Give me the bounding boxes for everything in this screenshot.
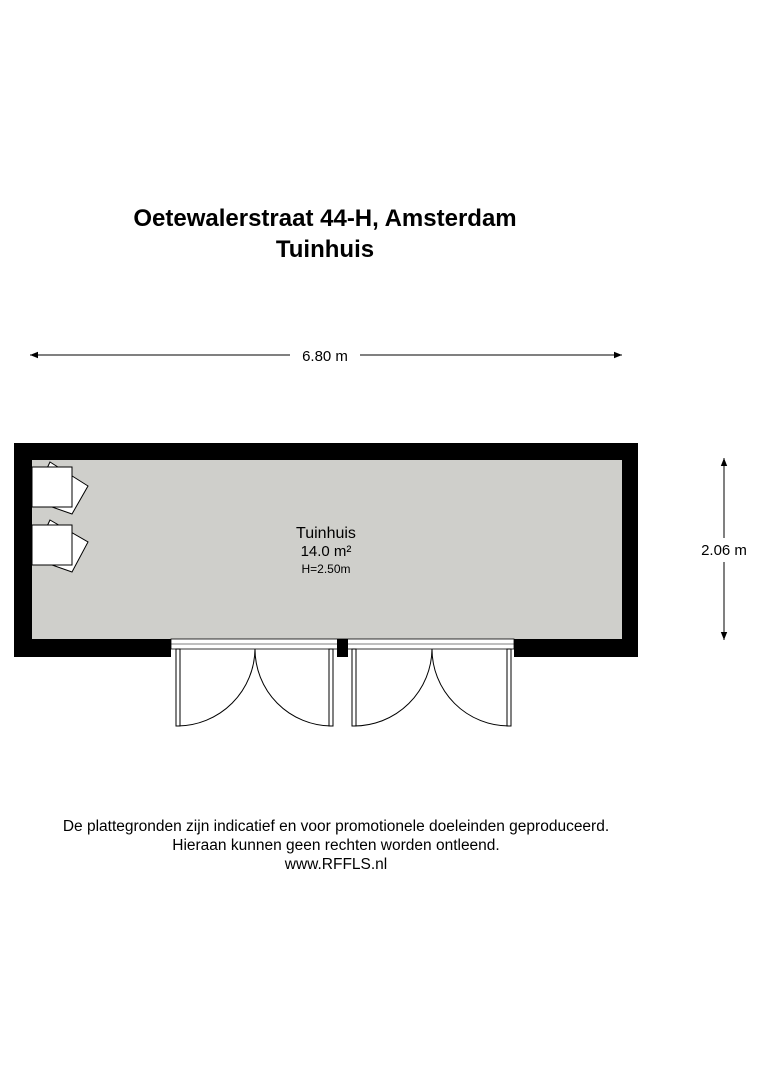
disclaimer-line-2: Hieraan kunnen geen rechten worden ontleend. bbox=[172, 837, 500, 854]
website-link: www.RFFLS.nl bbox=[284, 856, 388, 873]
door-swing-arc bbox=[432, 649, 509, 726]
door-swing-arc bbox=[354, 649, 432, 726]
left-double-door bbox=[176, 649, 333, 726]
address-title: Oetewalerstraat 44-H, Amsterdam bbox=[133, 205, 517, 232]
right-double-door bbox=[352, 649, 511, 726]
door-mullion bbox=[337, 639, 348, 657]
depth-dimension-label: 2.06 m bbox=[701, 542, 747, 559]
width-dimension-label: 6.80 m bbox=[302, 348, 348, 365]
room-name: Tuinhuis bbox=[296, 525, 356, 542]
depth-dimension bbox=[701, 458, 747, 640]
disclaimer-line-1: De plattegronden zijn indicatief en voor promotionele doeleinden geproduceerd. bbox=[62, 818, 610, 835]
room-area: 14.0 m² bbox=[300, 543, 352, 560]
room-height: H=2.50m bbox=[301, 562, 351, 576]
door-swing-arc bbox=[178, 649, 255, 726]
door-swing-arc bbox=[255, 649, 331, 726]
width-dimension bbox=[30, 348, 622, 365]
floor-title: Tuinhuis bbox=[275, 236, 375, 263]
